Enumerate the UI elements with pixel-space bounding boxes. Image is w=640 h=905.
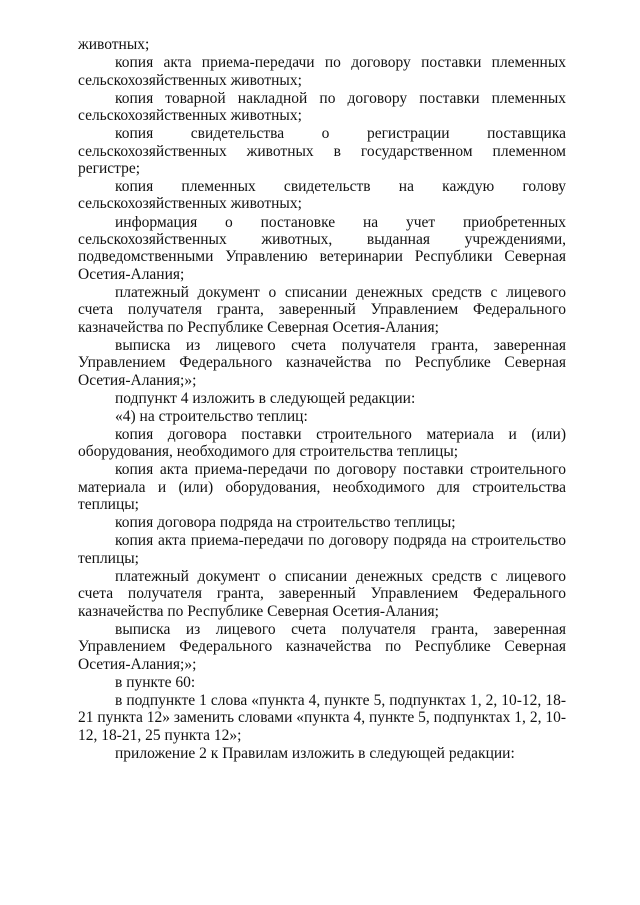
paragraph: копия акта приема-передачи по договору подряда на строительство теплицы; xyxy=(78,532,566,567)
paragraph: копия акта приема-передачи по договору поставки племенных сельскохозяйственных животных; xyxy=(78,54,566,89)
paragraph: приложение 2 к Правилам изложить в следующей редакции: xyxy=(115,744,515,762)
paragraph: платежный документ о списании денежных средств с лицевого счета получателя гранта, заверенный Управлением Федерального казначейства по Республике Северная Осетия-Алания; xyxy=(78,567,566,620)
paragraph: платежный документ о списании денежных средств с лицевого счета получателя гранта, заверенный Управлением Федерального казначейства по Республике Северная Осетия-Алания; xyxy=(78,283,566,336)
paragraph: копия договора подряда на строительство теплицы; xyxy=(115,514,456,532)
paragraph: животных; xyxy=(78,36,150,53)
paragraph: выписка из лицевого счета получателя гранта, заверенная Управлением Федерального казначейства по Республике Северная Осетия-Алания;»; xyxy=(78,336,566,389)
paragraph: в подпункте 1 слова «пункта 4, пункте 5, подпунктах 1, 2, 10-12, 18-21 пункта 12» заменить словами «пункта 4, пункте 5, подпунктах 1, 2, 10-12, 18-21, 25 пункта 12»; xyxy=(78,691,566,744)
document-body xyxy=(78,36,566,763)
paragraph: в пункте 60: xyxy=(115,673,196,691)
paragraph: «4) на строительство теплиц: xyxy=(115,407,308,425)
paragraph: информация о постановке на учет приобретенных сельскохозяйственных животных, выданная учреждениями, подведомственными Управлению ветеринарии Республики Северная Осетия-Алания; xyxy=(78,213,566,283)
paragraph: копия племенных свидетельств на каждую голову сельскохозяйственных животных; xyxy=(78,178,566,213)
paragraph: копия свидетельства о регистрации поставщика сельскохозяйственных животных в государственном племенном регистре; xyxy=(78,125,566,177)
paragraph: копия договора поставки строительного материала и (или) оборудования, необходимого для строительства теплицы; xyxy=(78,425,566,461)
paragraph: копия товарной накладной по договору поставки племенных сельскохозяйственных животных; xyxy=(78,89,566,124)
paragraph: копия акта приема-передачи по договору поставки строительного материала и (или) оборудования, необходимого для строительства теплицы; xyxy=(78,461,566,514)
paragraph: подпункт 4 изложить в следующей редакции: xyxy=(115,389,416,407)
paragraph: выписка из лицевого счета получателя гранта, заверенная Управлением Федерального казначейства по Республике Северная Осетия-Алания;»; xyxy=(78,620,566,673)
